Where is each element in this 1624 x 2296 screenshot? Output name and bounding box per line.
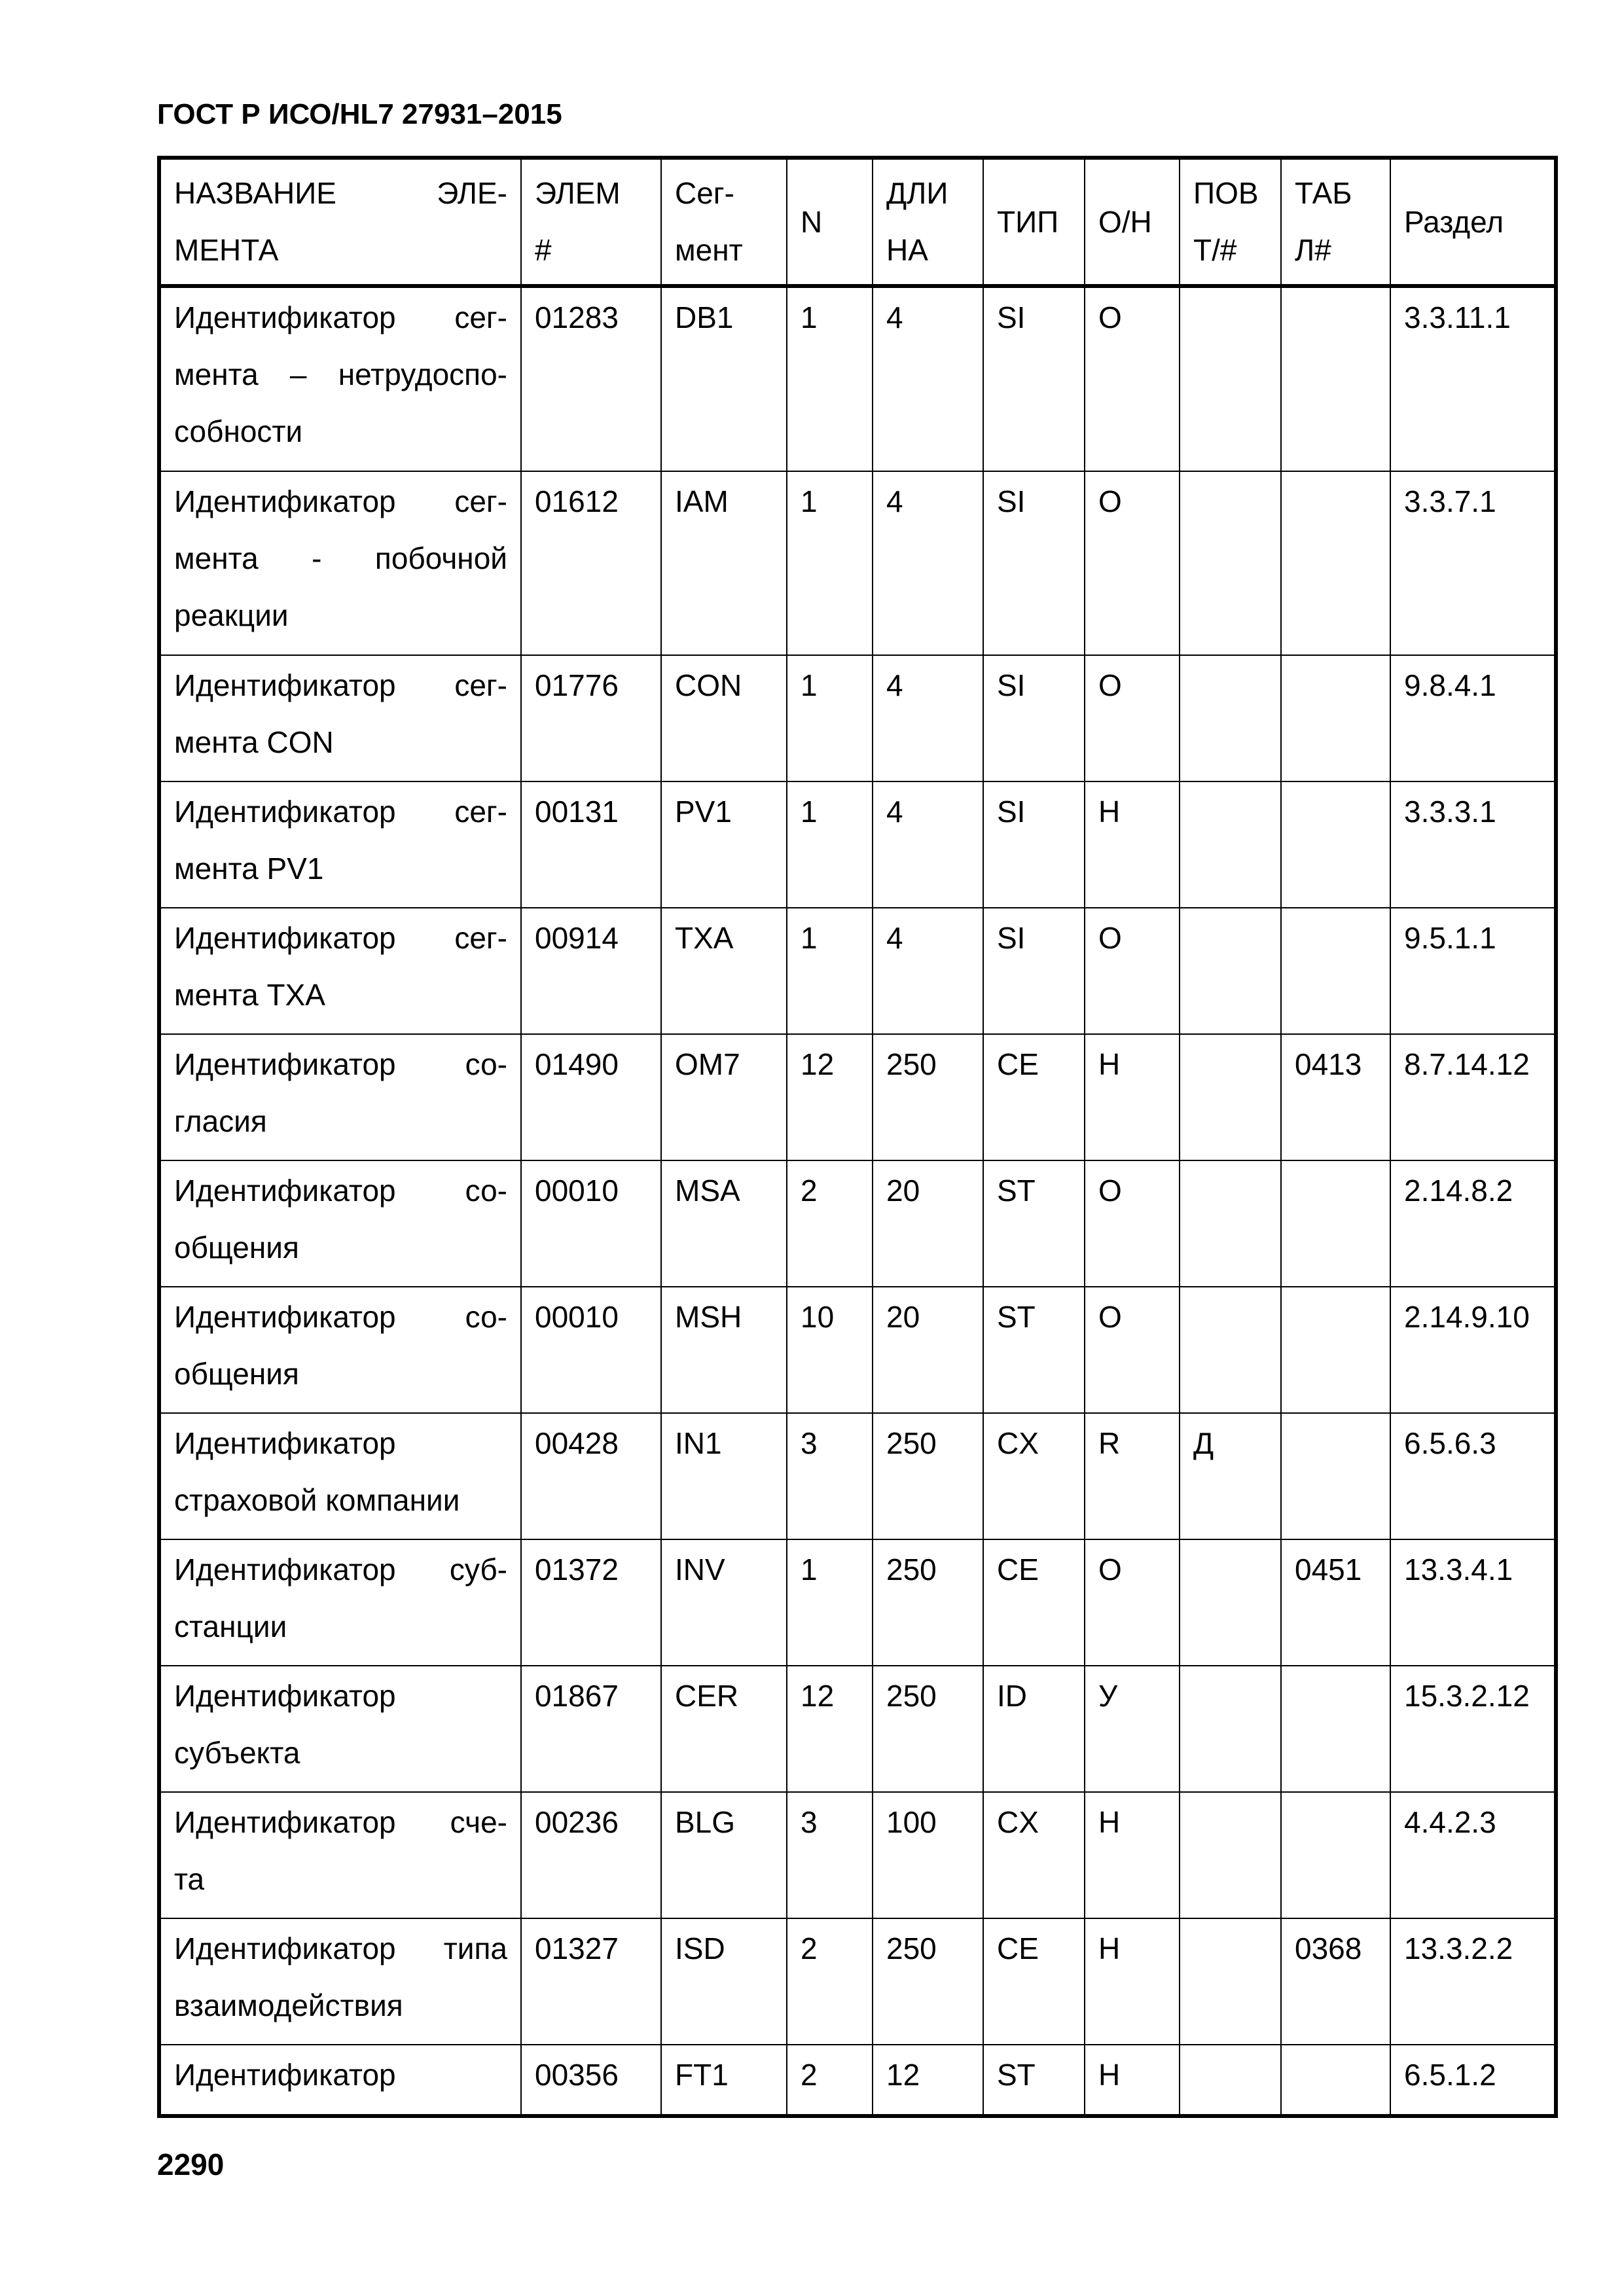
element-number-cell: 01490: [521, 1034, 661, 1160]
element-name-cell: [159, 471, 521, 655]
element-name-text: та: [174, 1862, 205, 1896]
required-cell: O: [1085, 286, 1180, 471]
header-text: ДЛИ: [886, 176, 948, 210]
repeat-cell: [1180, 2045, 1281, 2116]
required-cell: O: [1085, 1160, 1180, 1287]
table-row: [159, 908, 1556, 1034]
segment-cell: CON: [661, 655, 787, 781]
element-name-text: страховой компании: [174, 1483, 460, 1517]
required-cell: Н: [1085, 2045, 1180, 2116]
elements-table: [157, 156, 1558, 2118]
type-cell: CE: [983, 1918, 1085, 2045]
element-number-cell: 01776: [521, 655, 661, 781]
repeat-cell: [1180, 1160, 1281, 1287]
repeat-cell: [1180, 471, 1281, 655]
length-cell: 100: [873, 1792, 983, 1918]
table-number-cell: 0413: [1281, 1034, 1390, 1160]
required-cell: Н: [1085, 1792, 1180, 1918]
element-name-text: сег-: [454, 300, 507, 334]
element-name-text: общения: [174, 1230, 299, 1265]
element-name-text: типа: [443, 1931, 507, 1965]
header-text: О/Н: [1098, 204, 1152, 239]
element-name-text: сег-: [454, 795, 507, 829]
element-name-text: мента: [174, 357, 259, 391]
table-number-cell: [1281, 471, 1390, 655]
element-name-text: нетрудоспо-: [338, 357, 507, 391]
element-name-text: Идентификатор: [174, 2058, 396, 2092]
header-text: Сег-: [675, 176, 734, 210]
n-cell: 2: [787, 2045, 873, 2116]
element-name-text: Идентификатор: [174, 795, 396, 829]
column-header-length: [873, 158, 983, 286]
table-number-cell: [1281, 1287, 1390, 1413]
element-name-text: субъекта: [174, 1736, 300, 1770]
element-name-cell: [159, 1792, 521, 1918]
header-text: Раздел: [1404, 204, 1504, 239]
segment-cell: BLG: [661, 1792, 787, 1918]
length-cell: 250: [873, 1918, 983, 2045]
element-name-text: -: [312, 541, 322, 575]
table-number-cell: [1281, 286, 1390, 471]
repeat-cell: [1180, 1287, 1281, 1413]
table-row: [159, 2045, 1556, 2116]
element-number-cell: 01867: [521, 1666, 661, 1792]
element-name-text: Идентификатор: [174, 1300, 396, 1334]
required-cell: O: [1085, 908, 1180, 1034]
element-name-text: со-: [465, 1174, 507, 1208]
table-row: [159, 1918, 1556, 2045]
section-cell: 6.5.6.3: [1390, 1413, 1556, 1539]
required-cell: O: [1085, 471, 1180, 655]
element-name-cell: [159, 655, 521, 781]
element-number-cell: 00236: [521, 1792, 661, 1918]
n-cell: 3: [787, 1792, 873, 1918]
table-row: [159, 471, 1556, 655]
element-name-text: Идентификатор: [174, 1679, 396, 1713]
header-text: НА: [886, 233, 928, 267]
type-cell: CE: [983, 1539, 1085, 1666]
table-number-cell: [1281, 2045, 1390, 2116]
element-number-cell: 00356: [521, 2045, 661, 2116]
required-cell: У: [1085, 1666, 1180, 1792]
element-number-cell: 01372: [521, 1539, 661, 1666]
header-text: ТАБ: [1295, 176, 1352, 210]
table-row: [159, 286, 1556, 471]
element-name-text: Идентификатор: [174, 1552, 396, 1587]
length-cell: 4: [873, 655, 983, 781]
table-row: [159, 1539, 1556, 1666]
required-cell: O: [1085, 1287, 1180, 1413]
table-row: [159, 1666, 1556, 1792]
section-cell: 15.3.2.12: [1390, 1666, 1556, 1792]
element-name-text: станции: [174, 1609, 287, 1643]
header-text: N: [801, 204, 823, 239]
section-cell: 4.4.2.3: [1390, 1792, 1556, 1918]
length-cell: 250: [873, 1413, 983, 1539]
element-name-cell: [159, 1160, 521, 1287]
element-name-text: сче-: [450, 1805, 507, 1839]
length-cell: 4: [873, 908, 983, 1034]
element-name-text: суб-: [449, 1552, 507, 1587]
document-header: ГОСТ Р ИСО/HL7 27931–2015: [157, 98, 562, 130]
table-row: [159, 1413, 1556, 1539]
length-cell: 4: [873, 781, 983, 908]
element-name-text: общения: [174, 1357, 299, 1391]
table-number-cell: [1281, 781, 1390, 908]
element-name-cell: [159, 1287, 521, 1413]
header-text: #: [535, 233, 552, 267]
n-cell: 1: [787, 1539, 873, 1666]
section-cell: 9.8.4.1: [1390, 655, 1556, 781]
type-cell: SI: [983, 286, 1085, 471]
table-number-cell: [1281, 655, 1390, 781]
segment-cell: PV1: [661, 781, 787, 908]
header-text: мент: [675, 233, 743, 267]
table-number-cell: 0451: [1281, 1539, 1390, 1666]
column-header-type: [983, 158, 1085, 286]
element-name-text: сег-: [454, 668, 507, 702]
column-header-name: [159, 158, 521, 286]
element-name-text: Идентификатор: [174, 300, 396, 334]
type-cell: CX: [983, 1413, 1085, 1539]
element-number-cell: 00428: [521, 1413, 661, 1539]
table-number-cell: 0368: [1281, 1918, 1390, 2045]
type-cell: ST: [983, 1287, 1085, 1413]
segment-cell: INV: [661, 1539, 787, 1666]
length-cell: 250: [873, 1034, 983, 1160]
table-header-row: [159, 158, 1556, 286]
n-cell: 1: [787, 781, 873, 908]
segment-cell: MSH: [661, 1287, 787, 1413]
n-cell: 12: [787, 1666, 873, 1792]
element-name-text: мента CON: [174, 725, 334, 759]
element-name-text: Идентификатор: [174, 1426, 396, 1460]
header-text: ТИП: [997, 204, 1059, 239]
element-number-cell: 01283: [521, 286, 661, 471]
header-text: НАЗВАНИЕ: [174, 176, 336, 210]
type-cell: ID: [983, 1666, 1085, 1792]
table-row: [159, 655, 1556, 781]
page-number: 2290: [157, 2147, 225, 2181]
n-cell: 1: [787, 908, 873, 1034]
element-number-cell: 00914: [521, 908, 661, 1034]
length-cell: 20: [873, 1160, 983, 1287]
element-name-text: мента: [174, 541, 259, 575]
repeat-cell: Д: [1180, 1413, 1281, 1539]
repeat-cell: [1180, 908, 1281, 1034]
element-name-cell: [159, 781, 521, 908]
table-number-cell: [1281, 1160, 1390, 1287]
column-header-table: [1281, 158, 1390, 286]
element-number-cell: 01612: [521, 471, 661, 655]
segment-cell: MSA: [661, 1160, 787, 1287]
repeat-cell: [1180, 1792, 1281, 1918]
section-cell: 3.3.3.1: [1390, 781, 1556, 908]
table-number-cell: [1281, 1792, 1390, 1918]
section-cell: 2.14.8.2: [1390, 1160, 1556, 1287]
length-cell: 250: [873, 1539, 983, 1666]
table-body: [159, 286, 1556, 2116]
table-row: [159, 1287, 1556, 1413]
section-cell: 9.5.1.1: [1390, 908, 1556, 1034]
element-name-text: со-: [465, 1047, 507, 1081]
column-header-section: [1390, 158, 1556, 286]
section-cell: 3.3.7.1: [1390, 471, 1556, 655]
element-number-cell: 00131: [521, 781, 661, 908]
table-row: [159, 781, 1556, 908]
type-cell: CE: [983, 1034, 1085, 1160]
element-name-cell: [159, 1666, 521, 1792]
header-text: Т/#: [1193, 233, 1237, 267]
repeat-cell: [1180, 1034, 1281, 1160]
n-cell: 2: [787, 1918, 873, 2045]
header-text: ЭЛЕ-: [437, 176, 507, 210]
segment-cell: IAM: [661, 471, 787, 655]
element-name-text: Идентификатор: [174, 1174, 396, 1208]
repeat-cell: [1180, 655, 1281, 781]
element-name-text: со-: [465, 1300, 507, 1334]
element-number-cell: 00010: [521, 1160, 661, 1287]
element-name-text: –: [289, 357, 307, 391]
length-cell: 4: [873, 471, 983, 655]
table-number-cell: [1281, 1413, 1390, 1539]
column-header-required: [1085, 158, 1180, 286]
element-name-cell: [159, 908, 521, 1034]
type-cell: SI: [983, 471, 1085, 655]
n-cell: 2: [787, 1160, 873, 1287]
segment-cell: FT1: [661, 2045, 787, 2116]
repeat-cell: [1180, 286, 1281, 471]
segment-cell: OM7: [661, 1034, 787, 1160]
n-cell: 3: [787, 1413, 873, 1539]
n-cell: 1: [787, 471, 873, 655]
segment-cell: ISD: [661, 1918, 787, 2045]
length-cell: 12: [873, 2045, 983, 2116]
required-cell: O: [1085, 655, 1180, 781]
segment-cell: IN1: [661, 1413, 787, 1539]
section-cell: 13.3.4.1: [1390, 1539, 1556, 1666]
section-cell: 6.5.1.2: [1390, 2045, 1556, 2116]
element-name-text: побочной: [374, 541, 507, 575]
element-name-cell: [159, 1539, 521, 1666]
section-cell: 3.3.11.1: [1390, 286, 1556, 471]
type-cell: ST: [983, 2045, 1085, 2116]
segment-cell: TXA: [661, 908, 787, 1034]
table-number-cell: [1281, 1666, 1390, 1792]
element-name-text: Идентификатор: [174, 921, 396, 955]
repeat-cell: [1180, 1918, 1281, 2045]
element-name-text: сег-: [454, 484, 507, 518]
repeat-cell: [1180, 781, 1281, 908]
element-name-text: гласия: [174, 1104, 267, 1138]
column-header-segment: [661, 158, 787, 286]
required-cell: Н: [1085, 1034, 1180, 1160]
header-text: Л#: [1295, 233, 1331, 267]
element-name-text: Идентификатор: [174, 668, 396, 702]
element-name-text: Идентификатор: [174, 484, 396, 518]
element-number-cell: 00010: [521, 1287, 661, 1413]
n-cell: 10: [787, 1287, 873, 1413]
element-name-text: Идентификатор: [174, 1931, 396, 1965]
element-name-cell: [159, 1918, 521, 2045]
table-row: [159, 1792, 1556, 1918]
section-cell: 13.3.2.2: [1390, 1918, 1556, 2045]
type-cell: SI: [983, 908, 1085, 1034]
element-name-text: мента PV1: [174, 852, 324, 886]
length-cell: 4: [873, 286, 983, 471]
table-row: [159, 1034, 1556, 1160]
element-name-text: сег-: [454, 921, 507, 955]
required-cell: Н: [1085, 781, 1180, 908]
n-cell: 1: [787, 286, 873, 471]
n-cell: 1: [787, 655, 873, 781]
n-cell: 12: [787, 1034, 873, 1160]
length-cell: 20: [873, 1287, 983, 1413]
header-text: ПОВ: [1193, 176, 1259, 210]
element-name-text: реакции: [174, 598, 289, 632]
required-cell: O: [1085, 1539, 1180, 1666]
element-name-text: Идентификатор: [174, 1047, 396, 1081]
element-name-text: Идентификатор: [174, 1805, 396, 1839]
required-cell: Н: [1085, 1918, 1180, 2045]
element-name-cell: [159, 1034, 521, 1160]
element-number-cell: 01327: [521, 1918, 661, 2045]
element-name-cell: [159, 1413, 521, 1539]
type-cell: SI: [983, 655, 1085, 781]
header-text: ЭЛЕМ: [535, 176, 621, 210]
section-cell: 2.14.9.10: [1390, 1287, 1556, 1413]
type-cell: SI: [983, 781, 1085, 908]
required-cell: R: [1085, 1413, 1180, 1539]
column-header-element-number: [521, 158, 661, 286]
element-name-text: мента TXA: [174, 978, 325, 1012]
element-name-cell: [159, 2045, 521, 2116]
column-header-repeat: [1180, 158, 1281, 286]
element-name-text: собности: [174, 414, 303, 448]
section-cell: 8.7.14.12: [1390, 1034, 1556, 1160]
type-cell: CX: [983, 1792, 1085, 1918]
table-number-cell: [1281, 908, 1390, 1034]
length-cell: 250: [873, 1666, 983, 1792]
table-row: [159, 1160, 1556, 1287]
header-text: МЕНТА: [174, 233, 279, 267]
segment-cell: DB1: [661, 286, 787, 471]
repeat-cell: [1180, 1539, 1281, 1666]
element-name-text: взаимодействия: [174, 1988, 403, 2022]
segment-cell: CER: [661, 1666, 787, 1792]
repeat-cell: [1180, 1666, 1281, 1792]
column-header-n: [787, 158, 873, 286]
element-name-cell: [159, 286, 521, 471]
type-cell: ST: [983, 1160, 1085, 1287]
